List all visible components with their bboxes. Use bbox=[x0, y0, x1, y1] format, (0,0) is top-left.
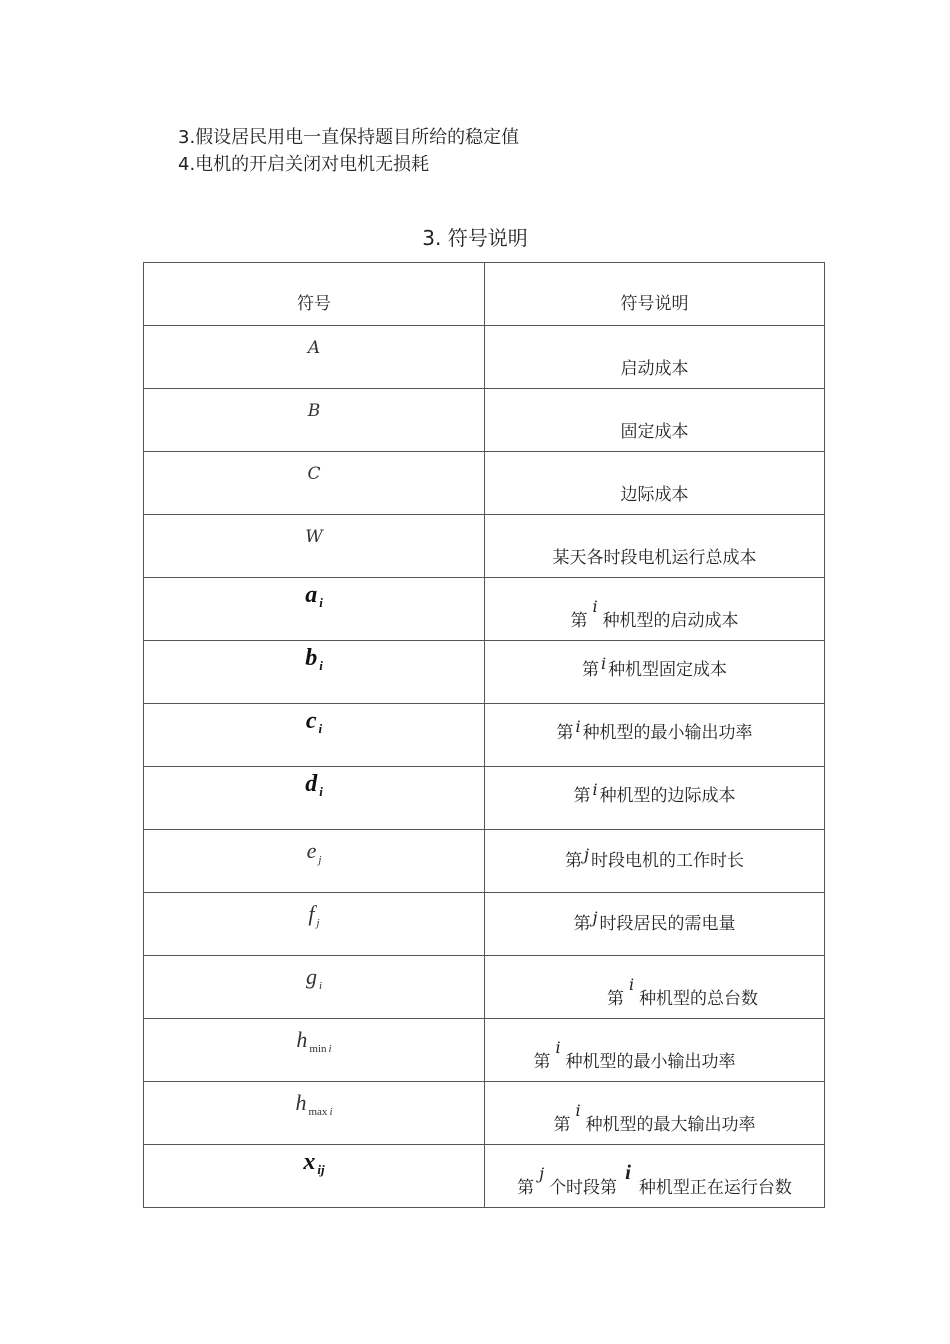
description-cell bbox=[485, 480, 824, 505]
symbol-main: h bbox=[296, 1027, 308, 1052]
description-cell bbox=[485, 1038, 824, 1072]
description-variable: i bbox=[592, 780, 598, 799]
symbol-subscript: i bbox=[319, 784, 323, 799]
description-text: 时段居民的需电量 bbox=[599, 914, 736, 934]
symbol-cell bbox=[144, 771, 484, 798]
symbol-cell bbox=[144, 1149, 484, 1176]
description-prefix: 第 bbox=[556, 723, 574, 743]
description-prefix: 第 bbox=[606, 989, 624, 1009]
symbol-subscript-label: max bbox=[308, 1106, 328, 1118]
description-prefix: 第 bbox=[573, 914, 591, 934]
symbol-main: C bbox=[307, 464, 321, 484]
description-prefix: 第 bbox=[573, 786, 591, 806]
description-cell bbox=[485, 975, 824, 1009]
symbol-main: f bbox=[308, 901, 315, 926]
description-text: 种机型的最小输出功率 bbox=[582, 723, 753, 743]
description-text: 种机型的启动成本 bbox=[602, 611, 739, 631]
description-text: 种机型的最小输出功率 bbox=[565, 1052, 736, 1072]
section-title: 3. 符号说明 bbox=[422, 226, 528, 250]
description-cell bbox=[485, 909, 824, 934]
symbol-cell bbox=[144, 901, 484, 927]
description-text: 种机型正在运行台数 bbox=[638, 1178, 792, 1198]
symbol-main: g bbox=[305, 964, 317, 989]
symbol-main: h bbox=[295, 1090, 307, 1115]
description-cell bbox=[485, 718, 824, 743]
description-cell bbox=[485, 846, 824, 871]
symbol-subscript: i bbox=[319, 658, 323, 673]
description-variable: j bbox=[592, 908, 598, 927]
description-cell bbox=[485, 1101, 824, 1135]
symbol-cell bbox=[144, 838, 484, 864]
description-variable: j bbox=[539, 1164, 545, 1183]
header-description: 符号说明 bbox=[620, 294, 689, 314]
header-symbol: 符号 bbox=[297, 294, 331, 314]
description-cell bbox=[485, 597, 824, 631]
symbol-main: B bbox=[307, 401, 321, 421]
symbol-cell bbox=[144, 401, 484, 421]
symbol-main: a bbox=[305, 582, 318, 608]
symbol-table bbox=[143, 262, 825, 1208]
table-row bbox=[144, 578, 825, 641]
assumptions-list bbox=[178, 124, 519, 178]
description-cell bbox=[485, 655, 824, 680]
description-prefix: 第 bbox=[533, 1052, 551, 1072]
symbol-main: c bbox=[305, 708, 317, 734]
table-row bbox=[144, 1082, 825, 1145]
symbol-main: e bbox=[306, 838, 317, 863]
symbol-subscript: i bbox=[319, 595, 323, 610]
table-row bbox=[144, 893, 825, 956]
table-row bbox=[144, 326, 825, 389]
symbol-subscript: i bbox=[329, 1106, 333, 1118]
description-cell bbox=[485, 1160, 824, 1199]
description-prefix: 第 bbox=[565, 851, 583, 871]
description-variable: i bbox=[628, 975, 635, 994]
description-cell bbox=[485, 543, 824, 568]
symbol-subscript: i bbox=[318, 721, 323, 736]
symbol-main: d bbox=[305, 771, 318, 797]
symbol-subscript: i bbox=[328, 1043, 332, 1055]
symbol-subscript: j bbox=[316, 917, 320, 929]
table-row bbox=[144, 704, 825, 767]
description-prefix: 第 bbox=[570, 611, 588, 631]
description-cell bbox=[485, 781, 824, 806]
description-variable: i bbox=[600, 654, 607, 673]
table-row bbox=[144, 956, 825, 1019]
table-header-row bbox=[144, 263, 825, 326]
table-row bbox=[144, 1019, 825, 1082]
symbol-cell bbox=[144, 645, 484, 672]
description-variable: i bbox=[575, 717, 581, 736]
symbol-main: b bbox=[305, 645, 318, 671]
description-text: 边际成本 bbox=[620, 485, 689, 505]
table-row bbox=[144, 830, 825, 893]
table-row bbox=[144, 767, 825, 830]
table-row bbox=[144, 452, 825, 515]
symbol-main: x bbox=[303, 1149, 316, 1175]
symbol-subscript: j bbox=[318, 854, 322, 866]
symbol-main: A bbox=[307, 338, 321, 358]
description-variable: j bbox=[584, 845, 589, 864]
symbol-cell bbox=[144, 527, 484, 547]
description-text: 种机型的边际成本 bbox=[599, 786, 736, 806]
assumption-4: 4.电机的开启关闭对电机无损耗 bbox=[178, 154, 430, 175]
symbol-cell bbox=[144, 582, 484, 609]
symbol-main: W bbox=[305, 527, 323, 547]
symbol-subscript: i bbox=[318, 980, 323, 992]
table-row bbox=[144, 389, 825, 452]
description-middle: 个时段第 bbox=[549, 1178, 618, 1198]
symbol-cell bbox=[144, 464, 484, 484]
description-cell bbox=[485, 354, 824, 379]
assumption-3: 3.假设居民用电一直保持题目所给的稳定值 bbox=[178, 127, 520, 148]
description-text: 固定成本 bbox=[620, 422, 689, 442]
symbol-subscript-label: min bbox=[309, 1043, 327, 1055]
description-text: 种机型的最大输出功率 bbox=[585, 1115, 756, 1135]
description-text: 启动成本 bbox=[620, 359, 689, 379]
symbol-cell bbox=[144, 338, 484, 358]
symbol-cell bbox=[144, 964, 484, 990]
description-cell bbox=[485, 417, 824, 442]
description-text: 种机型固定成本 bbox=[608, 660, 728, 680]
description-variable: i bbox=[555, 1038, 561, 1057]
symbol-subscript: ij bbox=[317, 1162, 325, 1177]
symbol-cell bbox=[144, 708, 484, 735]
table-row bbox=[144, 515, 825, 578]
table-row bbox=[144, 641, 825, 704]
description-variable: i bbox=[575, 1101, 581, 1120]
description-prefix: 第 bbox=[581, 660, 599, 680]
description-text: 时段电机的工作时长 bbox=[590, 851, 744, 871]
description-prefix: 第 bbox=[553, 1115, 571, 1135]
description-variable: i bbox=[592, 597, 598, 616]
table-row bbox=[144, 1145, 825, 1208]
description-variable-2: i bbox=[625, 1160, 631, 1184]
symbol-cell bbox=[144, 1090, 484, 1116]
description-text: 某天各时段电机运行总成本 bbox=[552, 548, 757, 568]
symbol-cell bbox=[144, 1027, 484, 1053]
description-text: 种机型的总台数 bbox=[639, 989, 759, 1009]
description-prefix: 第 bbox=[517, 1178, 535, 1198]
